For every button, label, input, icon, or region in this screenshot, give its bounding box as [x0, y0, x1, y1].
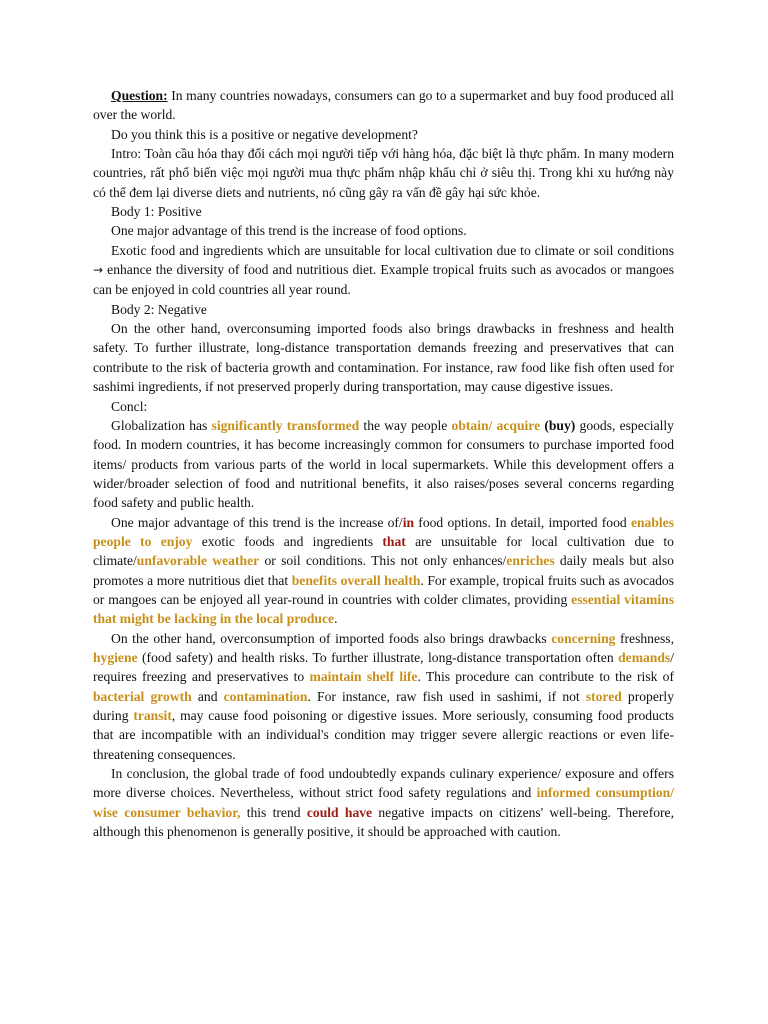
text-run: One major advantage of this trend is the increase of/	[111, 514, 403, 530]
highlighted-phrase: essential vitamins that might be lacking in the local produce	[93, 591, 674, 627]
text-run: the way people	[359, 417, 452, 433]
highlighted-phrase: contamination	[223, 688, 308, 704]
highlighted-phrase: transit	[133, 708, 172, 723]
arrow-icon: →	[93, 263, 104, 278]
text-run: Do you think this is a positive or negative development?	[111, 126, 418, 142]
text-run: enhance the diversity of food and nutritious diet. Example tropical fruits such as avocados or mangoes can be enjoyed in cold countries all year round.	[93, 262, 674, 298]
text-run: . This procedure can contribute to the risk of	[417, 669, 674, 685]
highlighted-phrase: informed consumption/ wise consumer behavior,	[93, 785, 675, 820]
paragraph	[93, 221, 674, 240]
paragraph	[93, 416, 674, 513]
paragraph	[93, 241, 674, 300]
highlighted-phrase: demands	[618, 649, 671, 665]
text-run: Globalization has	[111, 417, 212, 433]
text-run: . For instance, raw fish used in sashimi, if not	[307, 688, 586, 704]
paragraph	[93, 125, 674, 144]
text-run: daily meals but also promotes a more nutritious diet that	[93, 553, 674, 588]
highlighted-phrase: stored	[585, 688, 622, 704]
essay-body	[93, 86, 674, 841]
highlighted-phrase: bacterial growth	[93, 688, 192, 704]
highlighted-phrase: unfavorable weather	[136, 553, 260, 569]
paragraph	[93, 513, 674, 629]
highlighted-phrase: maintain shelf life	[309, 669, 418, 685]
paragraph	[93, 86, 674, 125]
paragraph	[93, 319, 674, 396]
highlighted-word: that	[382, 533, 406, 549]
paragraph	[93, 764, 674, 841]
text-run: negative impacts on citizens' well-being. Therefore, although this phenomenon is generally positive, it should be approached with caution.	[93, 804, 674, 840]
highlighted-phrase: enables people to enjoy	[93, 514, 674, 549]
text-run: and	[191, 688, 224, 704]
text-run: exotic foods and ingredients	[192, 533, 383, 549]
text-run: / requires freezing and preservatives to	[93, 649, 674, 685]
text-run: this trend	[240, 804, 307, 820]
text-run: goods, especially food. In modern countries, it has become increasingly common for consumers to purchase imported food items/ products from various parts of the world in local supermarkets. While this development offers a wider/broader selection of food and nutritional benefits, it also raises/poses several concerns regarding food safety and public health.	[93, 417, 674, 511]
paragraph	[93, 300, 674, 319]
paragraph	[93, 629, 674, 764]
text-run: Intro: Toàn cầu hóa thay đổi cách mọi người tiếp với hàng hóa, đặc biệt là thực phẩm. In many modern countries, rất phổ biến việc mọi người mua thực phẩm nhập khẩu chỉ ở siêu thị. Trong khi xu hướng này có thể đem lại diverse diets and nutrients, nó cũng gây ra vấn đề gây hại sức khỏe.	[93, 146, 674, 200]
bold-text: (buy)	[544, 417, 576, 433]
text-run: Exotic food and ingredients which are unsuitable for local cultivation due to climate or soil conditions	[111, 242, 674, 258]
text-run: On the other hand, overconsuming imported foods also brings drawbacks in freshness and health safety. To further illustrate, long-distance transportation demands freezing and preservatives that can contribute to the risk of bacteria growth and contamination. For instance, raw food like fish often used for sashimi ingredients, if not preserved properly during transportation, may cause digestive issues.	[93, 321, 674, 395]
text-run: food options. In detail, imported food	[414, 514, 631, 530]
text-run: In many countries nowadays, consumers can go to a supermarket and buy food produced all over the world.	[93, 88, 674, 123]
text-run: . For example, tropical fruits such as avocados or mangoes can be enjoyed all year-round in countries with colder climates, providing	[93, 572, 675, 607]
text-run: are unsuitable for local cultivation due to climate/	[93, 533, 674, 569]
question-label: Question:	[111, 88, 168, 103]
paragraph	[93, 397, 674, 416]
text-run: freshness,	[615, 630, 674, 646]
text-run: In conclusion, the global trade of food undoubtedly expands culinary experience/ exposure and offers more diverse choices. Nevertheless, without strict food safety regulations and	[93, 766, 674, 801]
highlighted-phrase: hygiene	[93, 649, 138, 665]
text-run: , may cause food poisoning or digestive issues. More seriously, consuming food products that are incompatible with an individual's condition may trigger severe allergic reactions or even life-threatening consequences.	[93, 708, 675, 762]
highlighted-phrase: concerning	[551, 630, 616, 646]
highlighted-phrase: enriches	[506, 553, 555, 569]
text-run: (food safety) and health risks. To further illustrate, long-distance transportation often	[137, 649, 619, 665]
highlighted-phrase: benefits overall health	[291, 572, 421, 588]
text-run: Body 2: Negative	[111, 301, 207, 317]
text-run: On the other hand, overconsumption of imported foods also brings drawbacks	[111, 630, 552, 646]
text-run: One major advantage of this trend is the increase of food options.	[111, 223, 467, 239]
paragraph	[93, 144, 674, 202]
paragraph	[93, 202, 674, 221]
text-run: .	[334, 611, 338, 627]
highlighted-phrase: significantly transformed	[211, 417, 360, 433]
text-run: properly during	[93, 688, 674, 723]
text-run: or soil conditions. This not only enhances/	[259, 553, 507, 569]
highlighted-word: could have	[306, 804, 373, 820]
text-run: Body 1: Positive	[111, 204, 202, 220]
highlighted-word: in	[402, 514, 415, 530]
text-run: Concl:	[111, 398, 148, 414]
highlighted-phrase: obtain/ acquire	[451, 417, 541, 433]
